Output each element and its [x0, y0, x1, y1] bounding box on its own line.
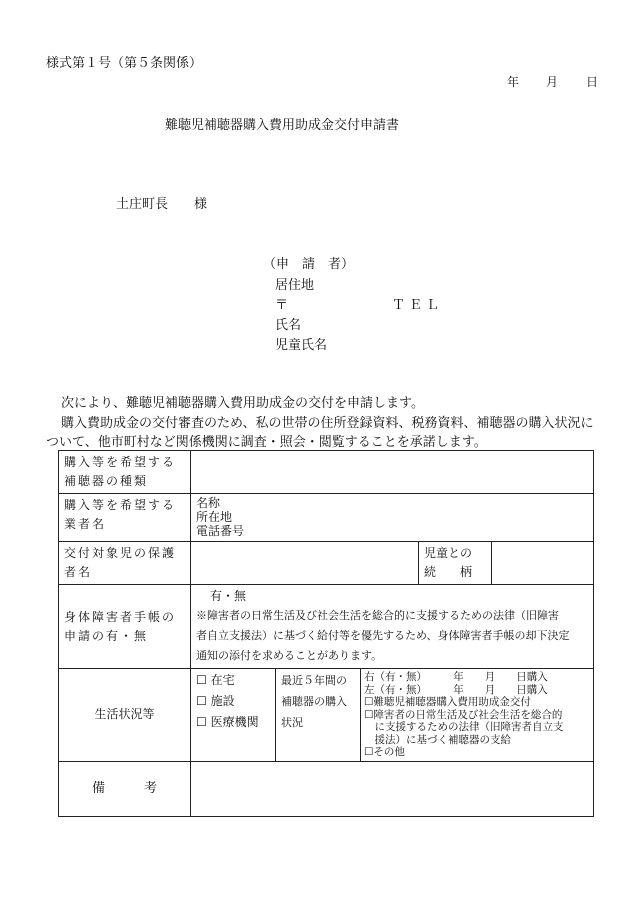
facility-checkbox[interactable]: ☐ 施設 [196, 694, 235, 708]
form-number: 様式第１号（第５条関係） [46, 56, 203, 71]
consent-statement-line2: ついて、他市町村など関係機関に調査・照会・閲覧することを承諾します。 [46, 435, 487, 450]
living-status-options [191, 669, 276, 762]
support-law-checkbox[interactable]: ☐障害者の日常生活及び社会生活を総合的 [364, 708, 563, 721]
vendor-phone-label: 電話番号 [196, 524, 245, 538]
guardian-label: 交付対象児の保護 者名 [59, 542, 191, 585]
hearing-aid-type-field[interactable] [191, 451, 594, 494]
purchase-history-label: 最近５年間の 補聴器の購入 状況 [276, 669, 361, 762]
vendor-label: 購入等を希望する 業者名 [59, 494, 191, 542]
application-form-table [58, 450, 594, 817]
application-statement: 次により、難聴児補聴器購入費用助成金の交付を申請します。 [61, 396, 424, 411]
right-ear-purchase[interactable]: 右（有・無） 年 月 日購入 [364, 671, 548, 683]
relationship-label: 児童との 続 柄 [419, 542, 492, 585]
purchase-history-details: 右（有・無） 年 月 日購入 左（有・無） 年 月 日購入 ☐難聴児補聴器購入費用助成金交付 ☐障害者の日常生活及び社会生活を総合的 に支援するための法律（旧障害者自立支 援法）に基づく補聴器の支給 ☐その他 [361, 669, 594, 762]
vendor-name-label: 名称 [196, 496, 221, 510]
applicant-heading: （申 請 者） [263, 257, 355, 272]
hearing-aid-type-label: 購入等を希望する 補聴器の種類 [59, 451, 191, 494]
guardian-name-field[interactable] [191, 542, 419, 585]
residence-label: 居住地 [275, 278, 315, 293]
certificate-yes-no-choice[interactable]: 有・無 [210, 589, 247, 603]
consent-statement-line1: 購入費助成金の交付審査のため、私の世帯の住所登録資料、税務資料、補聴器の購入状況に [61, 416, 594, 431]
certificate-note-line3: 通知の添付を求めることがあります。 [196, 649, 383, 662]
applicant-name-label: 氏名 [275, 318, 302, 333]
date-year-label: 年 [507, 75, 520, 89]
child-name-label: 児童氏名 [275, 338, 328, 353]
date-day-label: 日 [586, 75, 599, 89]
medical-institution-checkbox[interactable]: ☐ 医療機関 [196, 715, 259, 729]
subsidy-checkbox[interactable]: ☐難聴児補聴器購入費用助成金交付 [364, 696, 531, 708]
other-checkbox[interactable]: ☐その他 [364, 746, 405, 758]
certificate-note-line1: ※障害者の日常生活及び社会生活を総合的に支援するための法律（旧障害 [196, 609, 559, 622]
remarks-field[interactable] [191, 761, 594, 816]
tel-label: ＴＥＬ [392, 298, 444, 313]
disability-certificate-field [191, 585, 594, 669]
certificate-note-line2: 者自立支援法）に基づく給付等を優先するため、身体障害者手帳の却下決定 [196, 629, 570, 642]
relationship-field[interactable] [492, 542, 594, 585]
addressee: 土庄町長 様 [116, 197, 208, 212]
vendor-address-label: 所在地 [196, 510, 233, 524]
vendor-field[interactable] [191, 494, 594, 542]
left-ear-purchase[interactable]: 左（有・無） 年 月 日購入 [364, 683, 548, 696]
date-month-label: 月 [546, 75, 559, 89]
document-title: 難聴児補聴器購入費用助成金交付申請書 [165, 118, 400, 133]
postal-code-mark: 〒 [275, 298, 289, 313]
disability-certificate-label: 身体障害者手帳の 申請の有・無 [59, 585, 191, 669]
home-checkbox[interactable]: ☐ 在宅 [196, 673, 235, 687]
remarks-label: 備 考 [59, 761, 191, 816]
living-status-label: 生活状況等 [59, 669, 191, 762]
